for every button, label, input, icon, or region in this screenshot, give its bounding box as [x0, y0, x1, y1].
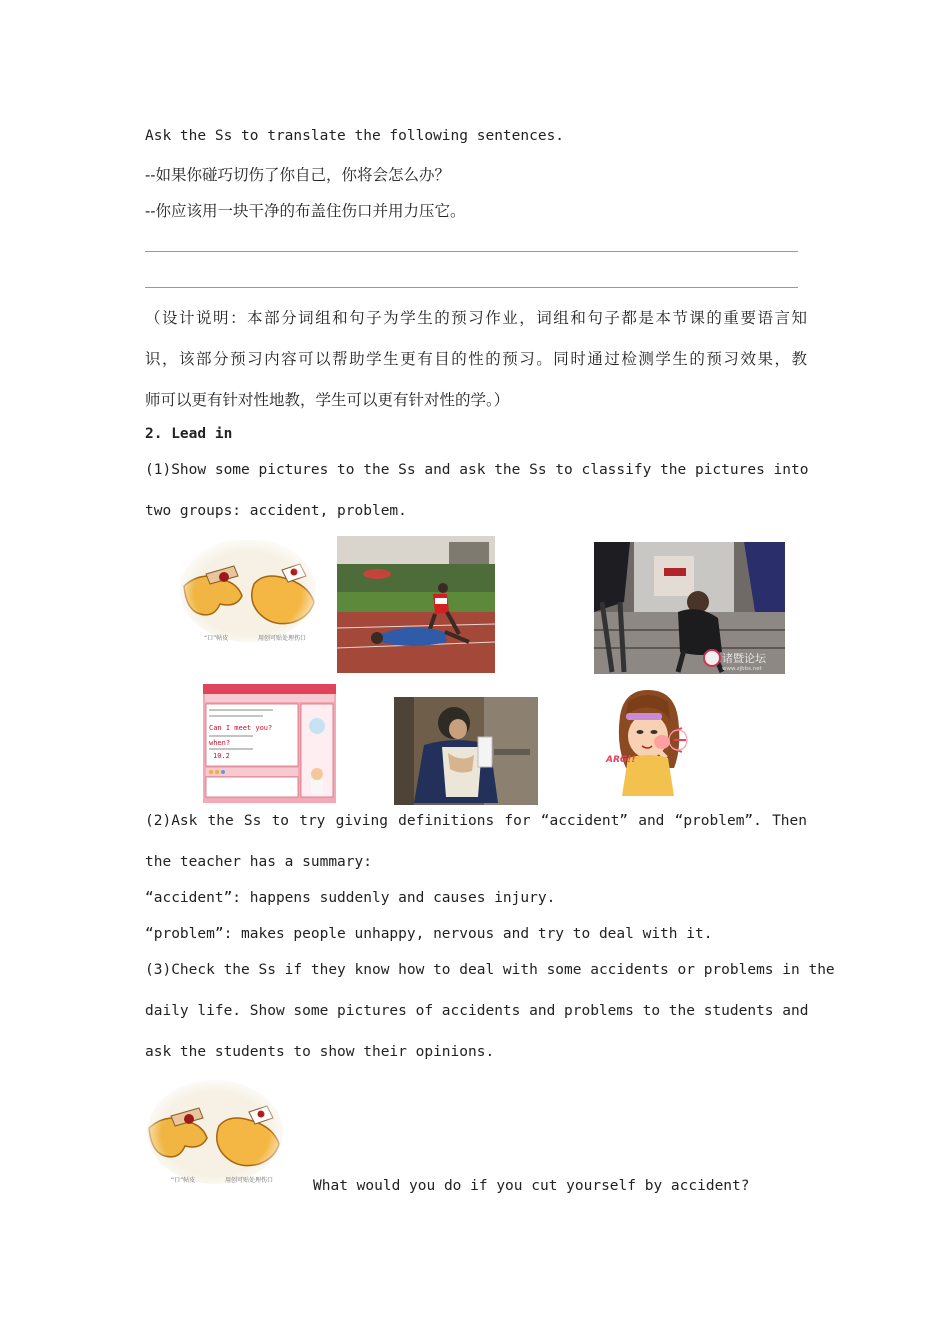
section-heading: 2. Lead in	[145, 426, 233, 442]
step3-line-3: ask the students to show their opinions.	[145, 1044, 495, 1060]
design-note-line-2: 识，该部分预习内容可以帮助学生更有目的性的预习。同时通过检测学生的预习效果，教	[145, 350, 807, 368]
hands-caption-left-2: “口”帖皮	[171, 1177, 196, 1184]
chat-message-3: 10.2	[213, 752, 230, 760]
design-note-line-3: 师可以更有针对性地教，学生可以更有针对性的学。）	[145, 391, 510, 409]
step3-line-2: daily life. Show some pictures of accidents and problems to the students and	[145, 1003, 809, 1019]
step3-line-1: (3)Check the Ss if they know how to deal with some accidents or problems in the	[145, 962, 835, 978]
hands-bandage-image	[178, 540, 318, 646]
chat-message-2: when?	[209, 739, 231, 747]
hands-caption-right-2: 用创可贴处理伤口	[225, 1177, 274, 1184]
hands-caption-right: 用创可贴处理伤口	[258, 635, 307, 642]
answer-line-1	[145, 251, 798, 252]
forum-url-text: www.zjbbs.net	[722, 666, 762, 672]
steps-fall-image	[594, 542, 785, 674]
translation-sentence-2: --你应该用一块干净的布盖住伤口并用力压它。	[145, 202, 466, 220]
hands-caption-left: “口”帖皮	[204, 635, 229, 642]
definition-accident: “accident”: happens suddenly and causes injury.	[145, 890, 556, 906]
chat-message-1: Can I meet you?	[209, 724, 273, 732]
answer-line-2	[145, 287, 798, 288]
hands-bandage-image-2	[145, 1080, 285, 1188]
sticker-exclamation: ARG!!	[606, 755, 636, 765]
intro-text: Ask the Ss to translate the following sentences.	[145, 128, 565, 144]
step1-line-1: (1)Show some pictures to the Ss and ask the Ss to classify the pictures into	[145, 462, 809, 478]
translation-sentence-1: --如果你碰巧切伤了你自己，你将会怎么办？	[145, 166, 450, 184]
step2-line-1: (2)Ask the Ss to try giving definitions for “accident” and “problem”. Then	[145, 813, 807, 829]
discussion-question: What would you do if you cut yourself by accident?	[313, 1178, 750, 1194]
forum-logo-text: 诸暨论坛	[722, 652, 766, 665]
chat-window-image	[203, 684, 336, 803]
design-note-line-1: （设计说明：本部分词组和句子为学生的预习作业，词组和句子都是本节课的重要语言知	[145, 309, 807, 327]
cartoon-girl-image	[604, 686, 696, 796]
definition-problem: “problem”: makes people unhappy, nervous and try to deal with it.	[145, 926, 713, 942]
track-fall-image	[337, 536, 495, 673]
injured-boy-image	[394, 697, 538, 805]
step1-line-2: two groups: accident, problem.	[145, 503, 407, 519]
step2-line-2: the teacher has a summary:	[145, 854, 372, 870]
